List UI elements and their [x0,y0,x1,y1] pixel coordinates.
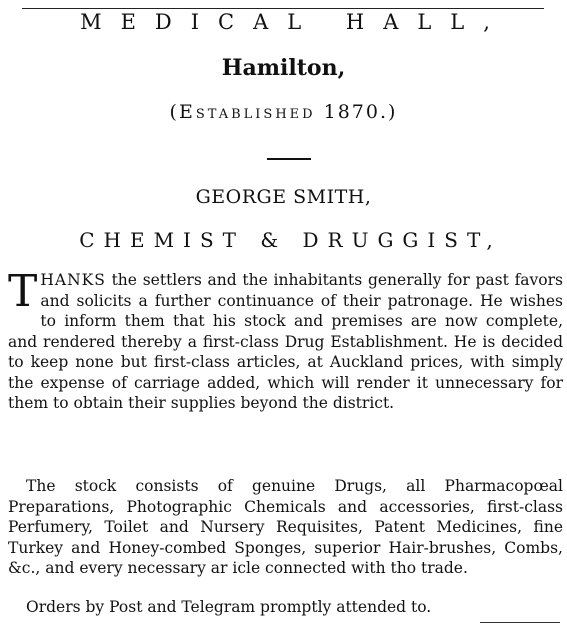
section-divider [267,158,311,160]
bottom-rule [480,622,560,623]
proprietor-profession: CHEMIST & DRUGGIST, [79,228,502,252]
body-paragraph-stock: The stock consists of genuine Drugs, all Pharmacopœal Preparations, Photographic Chemicals and accessories, first-class Perfumery, Toilet and Nursery Requisites, Patent Medicines, fine Turkey and Honey-combed Sponges, superior Hair-brushes, Combs, &c., and every necessary ar icle connected with tho trade. [8,477,563,577]
body-paragraph-orders: Orders by Post and Telegram promptly attended to. [26,598,432,616]
drop-cap-letter: T [8,266,38,317]
body-paragraph-thanks [8,266,563,414]
business-name-heading: MEDICAL HALL, [80,10,509,34]
established-line [0,101,567,123]
paragraph-text: the settlers and the inhabitants generally for past favors and solicits a further continuance of their patronage. He wishes to inform them that his stock and premises are now complete, and rendered thereby a first-class Drug Establishment. He is decided to keep none but first-class articles, at Auckland prices, with simply the expense of carriage added, which will render it unnecessary for them to obtain their supplies beyond the district. [8,271,563,412]
paragraph-lead-word: HANKS [40,271,106,289]
top-rule [22,8,544,9]
established-word: Established [178,101,316,123]
established-year: 1870.) [323,101,398,123]
proprietor-name: GEORGE SMITH, [195,186,372,208]
established-open-paren: ( [169,101,179,123]
town-heading: Hamilton, [221,55,346,81]
